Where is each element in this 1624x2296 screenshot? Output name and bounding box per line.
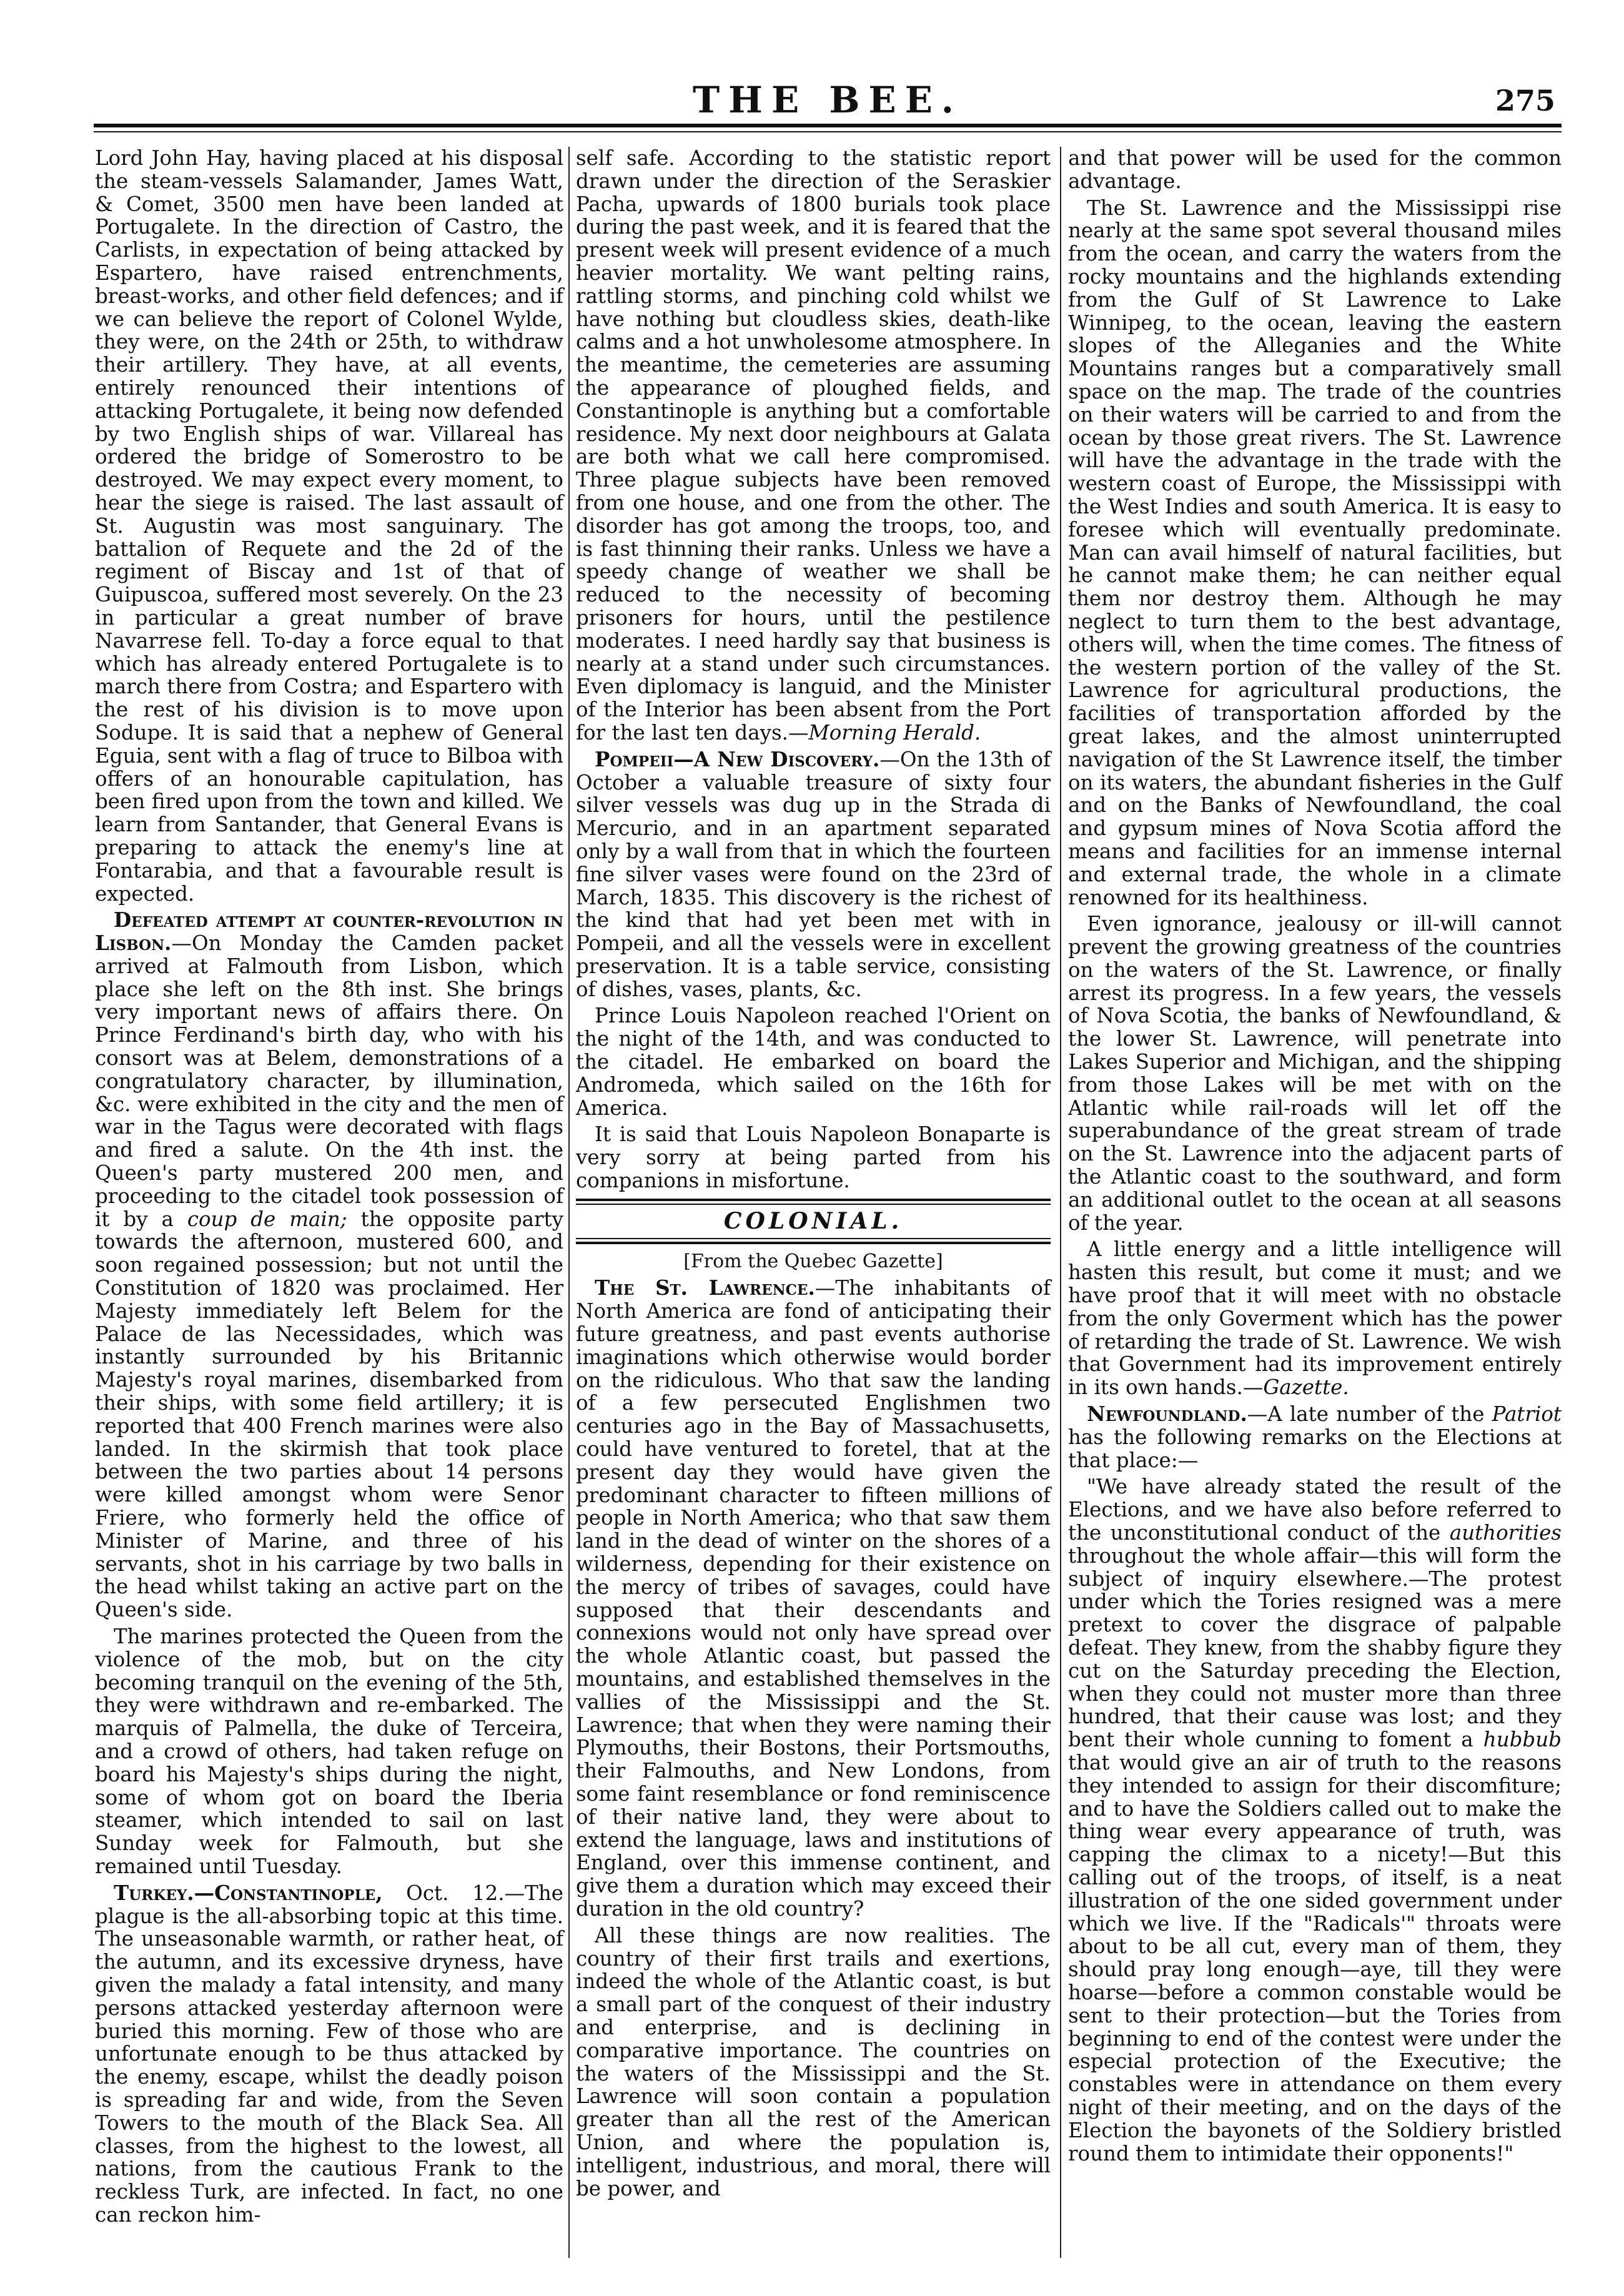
masthead-rule-thin: [94, 131, 1562, 132]
masthead: [94, 75, 1562, 144]
article-heading: Defeated attempt at counter-revolution in Lisbon.: [95, 908, 563, 956]
article-paragraph: Turkey.—Constantinople, Oct. 12.—The plague is the all-absorbing topic at this time. The unseasonable warmth, or rather heat, of the autumn, and its excessive dryness, have given the malady a fatal intensity, and many persons attacked yesterday afternoon were buried this morning. Few of those who are unfortunate enough to be thus attacked by the enemy, escape, whilst the deadly poison is spreading far and wide, from the Seven Towers to the mouth of the Black Sea. All classes, from the highest to the lowest, all nations, from the cautious Frank to the reckless Turk, are infected. In fact, no one can reckon him-: [95, 1880, 563, 2227]
article-paragraph: The marines protected the Queen from the violence of the mob, but on the city becoming tranquil on the evening of the 5th, they were withdrawn and re-embarked. The marquis of Palmella, the duke of Terceira, and a crowd of others, had taken refuge on board his Majesty's ships during the night, some of whom got on board the Iberia steamer, which intended to sail on last Sunday week for Falmouth, but she remained until Tuesday.: [95, 1625, 563, 1878]
article-paragraph: It is said that Louis Napoleon Bonaparte is very sorry at being parted from his companions in misfortune.: [576, 1122, 1051, 1193]
column-divider: [1060, 147, 1061, 2258]
article-paragraph: self safe. According to the statistic report drawn under the direction of the Seraskier Pacha, upwards of 1800 burials took place during the past week, and it is feared that the present week will present evidence of a much heavier mortality. We want pelting rains, rattling storms, and pinching cold whilst we have nothing but cloudless skies, death-like calms and a hot unwholesome atmosphere. In the meantime, the cemeteries are assuming the appearance of ploughed fields, and Constantinople is anything but a comfortable residence. My next door neighbours at Galata are both what we call here compromised. Three plague subjects have been removed from one house, and one from the other. The disorder has got among the troops, too, and is fast thinning their ranks. Unless we have a speedy change of weather we shall be reduced to the necessity of becoming prisoners for hours, until the pestilence moderates. I need hardly say that business is nearly at a stand under such circumstances. Even diplomacy is languid, and the Minister of the Interior has been absent from the Port for the last ten days.—Morning Herald.: [576, 146, 1051, 745]
article-paragraph: Prince Louis Napoleon reached l'Orient on the night of the 14th, and was conducted to the citadel. He embarked on board the Andromeda, which sailed on the 16th for America.: [576, 1004, 1051, 1120]
column-1: [95, 147, 563, 2230]
article-paragraph: Lord John Hay, having placed at his disposal the steam-vessels Salamander, James Watt, & Comet, 3500 men have been landed at Portugalete. In the direction of Castro, the Carlists, in expectation of being attacked by Espartero, have raised entrenchments, breast-works, and other field defences; and if we can believe the report of Colonel Wylde, they were, on the 24th or 25th, to withdraw their artillery. They have, at all events, entirely renounced their intentions of attacking Portugalete, it being now defended by two English ships of war. Villareal has ordered the bridge of Somerostro to be destroyed. We may expect every moment, to hear the siege is raised. The last assault of St. Augustin was most sanguinary. The battalion of Requete and the 2d of the regiment of Biscay and 1st of that of Guipuscoa, suffered most severely. On the 23 in particular a great number of brave Navarrese fell. To-day a force equal to that which has already entered Portugalete is to march there from Costra; and Espartero with the rest of his division is to move upon Sodupe. It is said that a nephew of General Eguia, sent with a flag of truce to Bilboa with offers of an honourable capitulation, has been fired upon from the town and killed. We learn from Santander, that General Evans is preparing to attack the enemy's line at Fontarabia, and that a favourable result is expected.: [95, 146, 563, 906]
article-heading: The St. Lawrence.: [595, 1275, 815, 1300]
column-divider: [568, 147, 570, 2258]
article-paragraph: and that power will be used for the common advantage.: [1068, 146, 1562, 193]
article-heading: Newfoundland.: [1087, 1402, 1247, 1427]
masthead-rule: [94, 124, 1562, 127]
section-header: [576, 1199, 1051, 1244]
article-paragraph: Defeated attempt at counter-revolution in Lisbon.—On Monday the Camden packet arrived at Falmouth from Lisbon, which place she left on the 8th inst. She brings very important news of affairs there. On Prince Ferdinand's birth day, who with his consort was at Belem, demonstrations of a congratulatory character, by illumination, &c. were exhibited in the city and the men of war in the Tagus were decorated with flags and fired a salute. On the 4th inst. the Queen's party mustered 200 men, and proceeding to the citadel took possession of it by a coup de main; the opposite party towards the afternoon, mustered 600, and soon regained possession; but not until the Constitution of 1820 was proclaimed. Her Majesty immediately left Belem for the Palace de las Necessidades, which was instantly surrounded by his Britannic Majesty's royal marines, disembarked from their ships, with some field artillery; it is reported that 400 French marines were also landed. In the skirmish that took place between the two parties about 14 persons were killed amongst whom were Senor Friere, who formerly held the office of Minister of Marine, and three of his servants, shot in his carriage by two balls in the head whilst taking an active part on the Queen's side.: [95, 908, 563, 1622]
article-paragraph: Newfoundland.—A late number of the Patriot has the following remarks on the Elections at that place:—: [1068, 1402, 1562, 1472]
article-heading: Turkey.—Constantinople,: [114, 1880, 383, 1905]
article-paragraph: Pompeii—A New Discovery.—On the 13th of October a valuable treasure of sixty four silver vessels was dug up in the Strada di Mercurio, and in an apartment separated only by a wall from that in which the fourteen fine silver vases were found on the 23rd of March, 1835. This discovery is the richest of the kind that had yet been met with in Pompeii, and all the vessels were in excellent preservation. It is a table service, consisting of dishes, vases, plants, &c.: [576, 746, 1051, 1001]
newspaper-title: THE BEE.: [693, 79, 963, 121]
column-2: [576, 147, 1051, 2204]
article-paragraph: A little energy and a little intelligence will hasten this result, but come it must; and we have proof that it will meet with no obstacle from the only Goverment which has the power of retarding the trade of St. Lawrence. We wish that Government had its improvement entirely in its own hands.—Gazette.: [1068, 1237, 1562, 1400]
article-paragraph: Even ignorance, jealousy or ill-will cannot prevent the growing greatness of the countries on the waters of the St. Lawrence, or finally arrest its progress. In a few years, the vessels of Nova Scotia, the banks of Newfoundland, & the lower St. Lawrence, will penetrate into Lakes Superior and Michigan, and the shipping from those Lakes will be met with on the Atlantic while rail-roads will let off the superabundance of the great stream of trade on the St. Lawrence into the adjacent parts of the Atlantic coast to the southward, and form an additional outlet to the ocean at all seasons of the year.: [1068, 912, 1562, 1235]
section-title: COLONIAL.: [723, 1207, 903, 1234]
page-number: 275: [1495, 84, 1555, 117]
article-paragraph: All these things are now realities. The country of their first trails and exertions, indeed the whole of the Atlantic coast, is but a small part of the conquest of their industry and enterprise, and is declining in comparative importance. The countries on the waters of the Mississippi and the St. Lawrence will soon contain a population greater than all the rest of the American Union, and where the population is, intelligent, industrious, and moral, there will be power, and: [576, 1923, 1051, 2200]
article-paragraph: "We have already stated the result of the Elections, and we have also before referred to the unconstitutional conduct of the authorities throughout the whole affair—this will form the subject of inquiry elsewhere.—The protest under which the Tories resigned was a mere pretext to cover the disgrace of palpable defeat. They knew, from the shabby figure they cut on the Saturday preceding the Election, when they could not muster more than three hundred, that their cause was lost; and they bent their whole cunning to foment a hubbub that would give an air of truth to the reasons they intended to assign for their discomfiture; and to have the Soldiers called out to make the thing wear every appearance of truth, was capping the climax to a nicety!—But this calling out of the troops, of itself, is a neat illustration of the one sided government under which we live. If the "Radicals'" throats were about to be all cut, every man of them, they should pray long enough—aye, till they were hoarse—before a common constable would be sent to their protection—but the Tories from beginning to end of the contest were under the especial protection of the Executive; the constables were in attendance on them every night of their meeting, and on the days of the Election the bayonets of the Soldiery bristled round them to intimidate their opponents!": [1068, 1475, 1562, 2165]
article-heading: Pompeii—A New Discovery.: [595, 746, 880, 771]
column-3: [1068, 147, 1562, 2169]
source-line: [From the Quebec Gazette]: [683, 1250, 943, 1272]
article-paragraph: The St. Lawrence.—The inhabitants of North America are fond of anticipating their future greatness, and past events authorise imaginations which otherwise would border on the ridiculous. Who that saw the landing of a few persecuted Englishmen two centuries ago in the Bay of Massachusetts, could have ventured to foretel, that at the present day they would have given the predominant character to fifteen millions of people in North America; who that saw them land in the dead of winter on the shores of a wilderness, depending for their existence on the mercy of tribes of savages, could have supposed that their descendants and connexions would not only have spread over the whole Atlantic coast, but passed the mountains, and established themselves in the vallies of the Mississippi and the St. Lawrence; that when they were naming their Plymouths, their Bostons, their Portsmouths, their Falmouths, and New Londons, from some faint resemblance or fond reminiscence of their native land, they were about to extend the language, laws and institutions of England, over this immense continent, and give them a duration which may exceed their duration in the old country?: [576, 1275, 1051, 1921]
article-paragraph: The St. Lawrence and the Mississippi rise nearly at the same spot several thousand miles from the ocean, and carry the waters from the rocky mountains and the highlands extending from the Gulf of St Lawrence to Lake Winnipeg, to the ocean, leaving the eastern slopes of the Alleganies and the White Mountains ranges but a comparatively small space on the map. The trade of the countries on their waters will be carried to and from the ocean by those great rivers. The St. Lawrence will have the advantage in the trade with the western coast of Europe, the Mississippi with the West Indies and south America. It is easy to foresee which will eventually predominate. Man can avail himself of natural facilities, but he cannot make them; he can neither equal them nor destroy them. Although he may neglect to turn them to the best advantage, others will, when the time comes. The fitness of the western portion of the valley of the St. Lawrence for agricultural productions, the facilities of transportation afforded by the great lakes, and the almost uninterrupted navigation of the St Lawrence itself, the timber on its waters, the abundant fisheries in the Gulf and on the Banks of Newfoundland, the coal and gypsum mines of Nova Scotia afford the means and facilities for an immense internal and external trade, the whole in a climate renowned for its healthiness.: [1068, 195, 1562, 909]
